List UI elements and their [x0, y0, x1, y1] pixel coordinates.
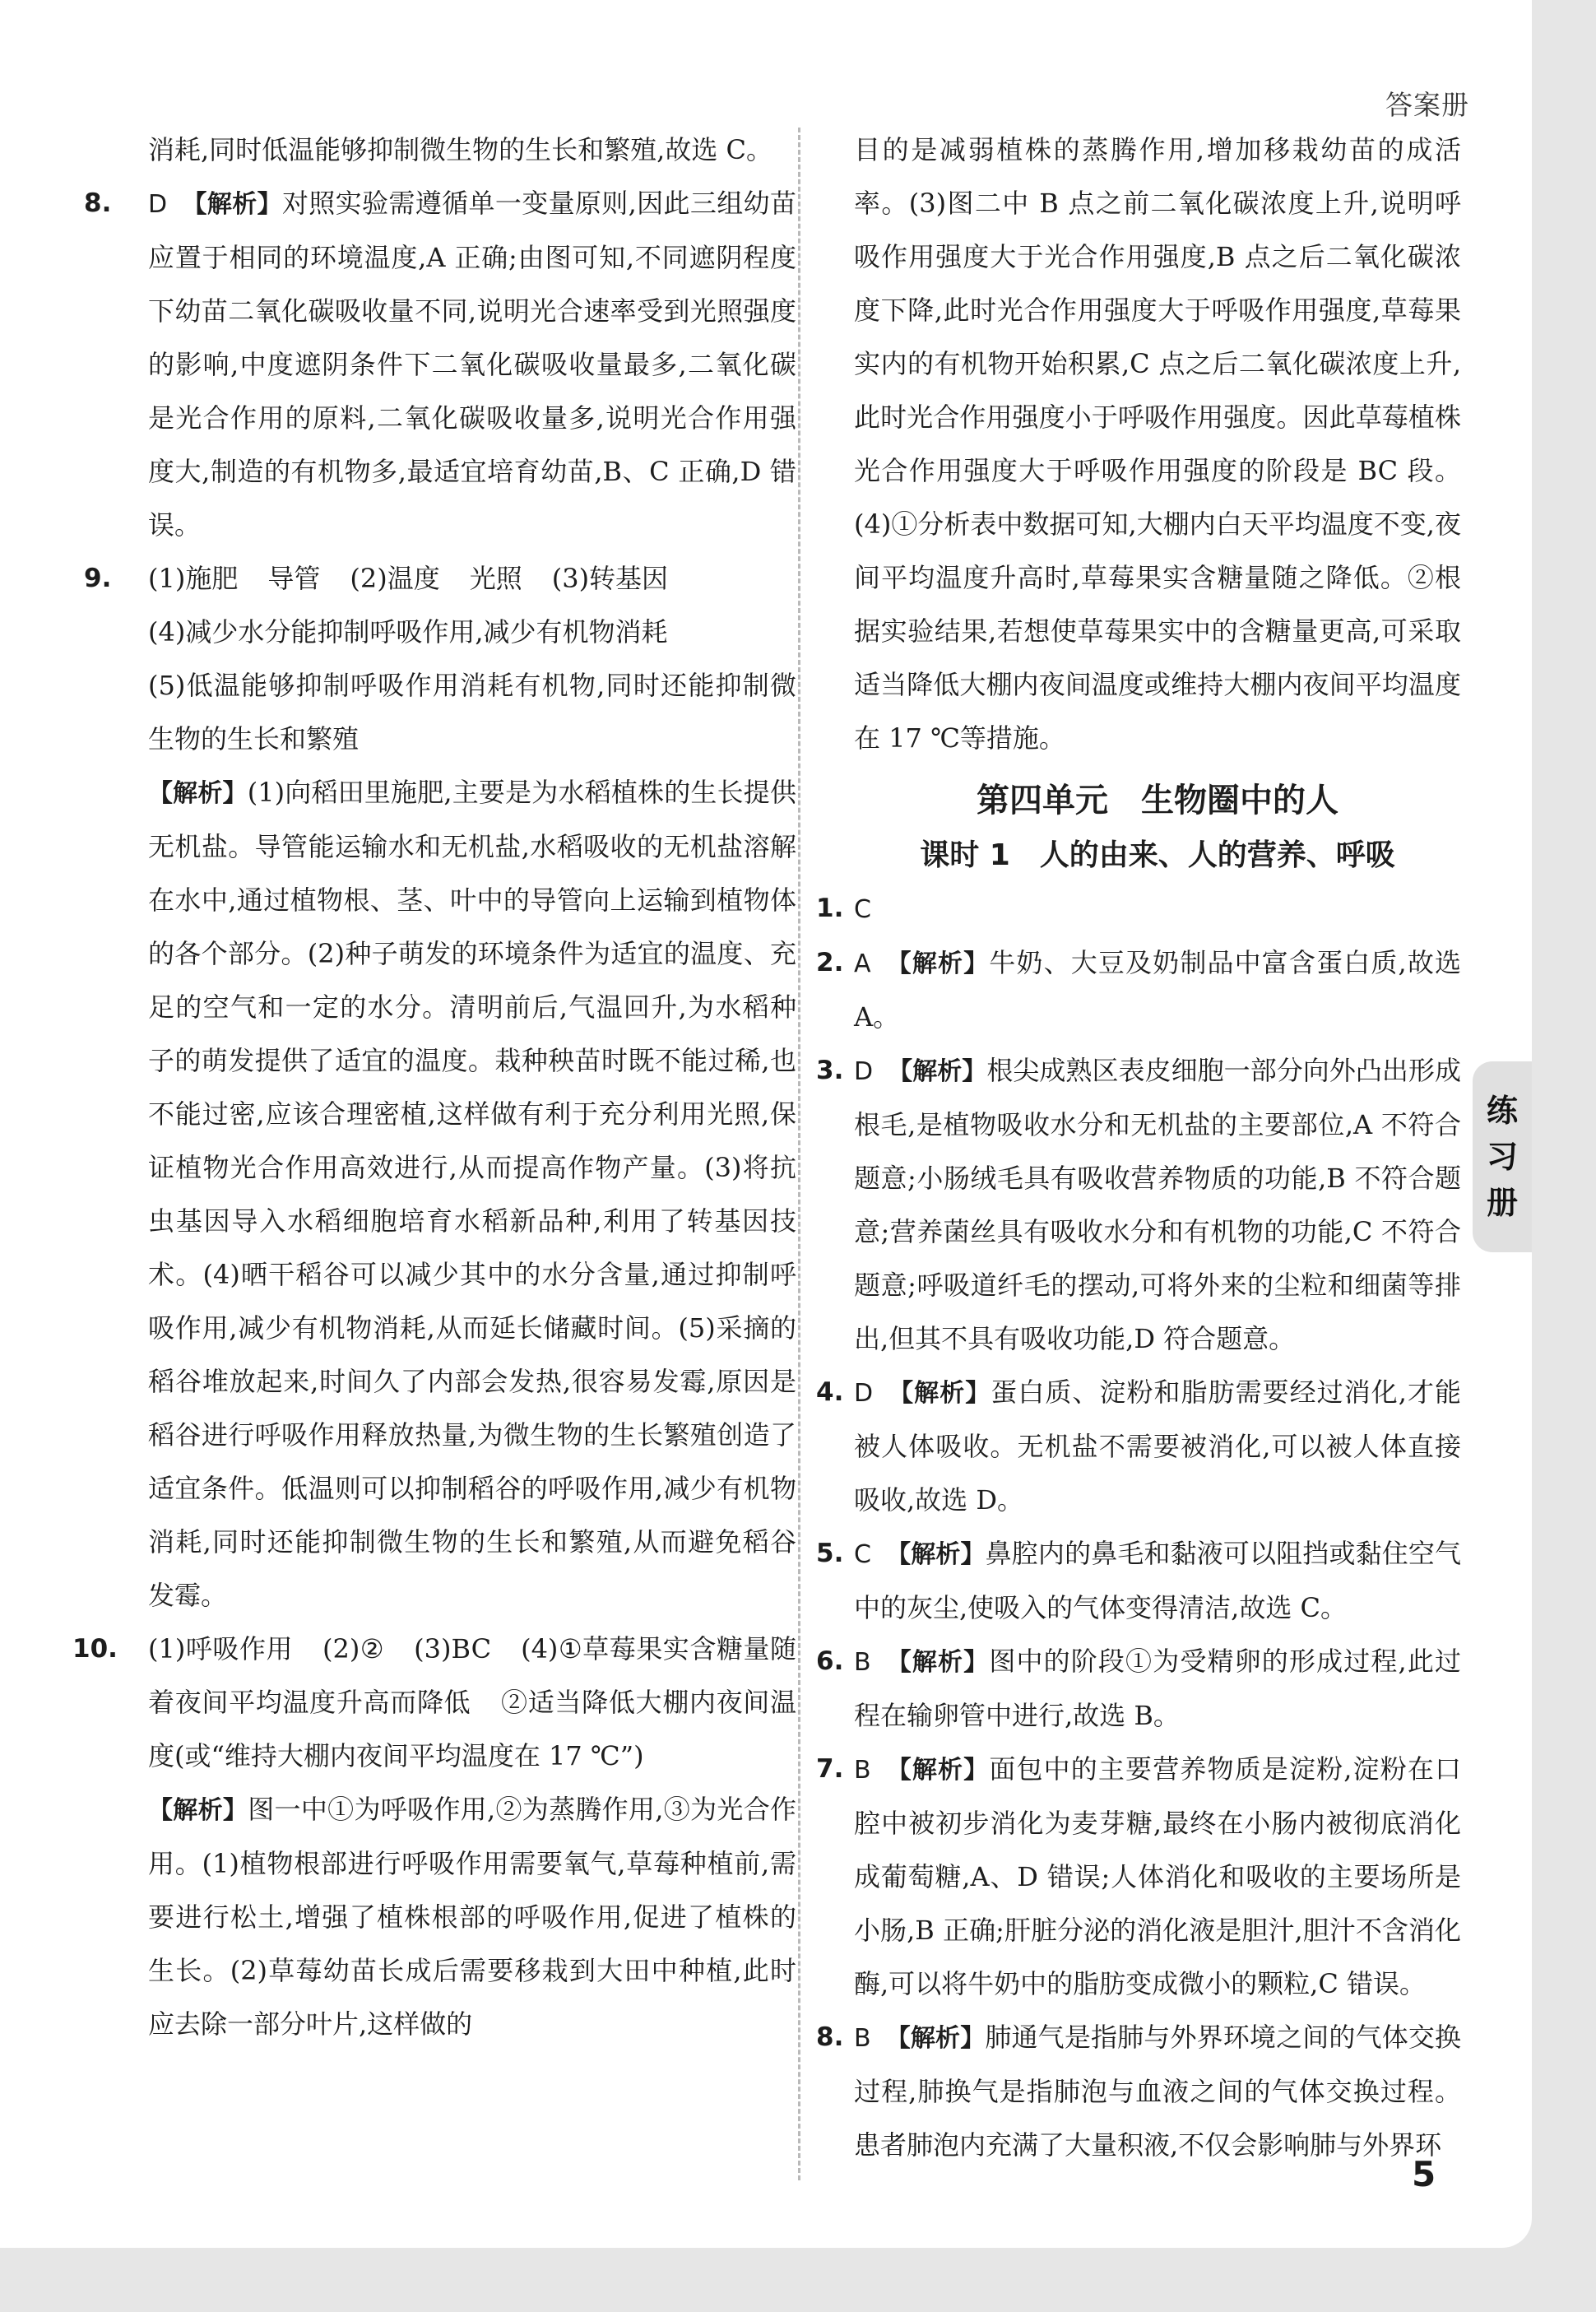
- q3-analysis: 根尖成熟区表皮细胞一部分向外凸出形成根毛,是植物吸收水分和无机盐的主要部位,A 不符合题意;小肠绒毛具有吸收营养物质的功能,B 不符合题意;营养菌丝具有吸收水分和有机物的功能,C 不符合题意;呼吸道纤毛的摆动,可将外来的尘粒和细菌等排出,但其不具有吸收功能,D 符合题意。: [854, 1055, 1461, 1354]
- q5: [816, 1527, 1461, 1635]
- column-divider: [798, 128, 800, 2180]
- q5-analysis-tag: 【解析】: [885, 1540, 986, 1569]
- q2-analysis-tag: 【解析】: [885, 949, 990, 978]
- q6-analysis: 图中的阶段①为受精卵的形成过程,此过程在输卵管中进行,故选 B。: [854, 1646, 1461, 1731]
- lesson-title: 课时 1 人的由来、人的营养、呼吸: [920, 838, 1395, 872]
- q5-number: 5.: [816, 1539, 844, 1568]
- q10-a1: (1)呼吸作用: [148, 1633, 294, 1664]
- q1-number: 1.: [816, 894, 844, 923]
- q4-analysis-tag: 【解析】: [888, 1379, 991, 1408]
- left-column: [72, 123, 797, 2051]
- q9-analysis-tag: 【解析】: [148, 779, 248, 808]
- q9: [84, 552, 796, 1623]
- q10-a4: (4)①草莓果实含糖量随着夜间平均温度升高而降低: [148, 1633, 796, 1718]
- q2-answer: A: [854, 949, 871, 978]
- q6-number: 6.: [816, 1646, 844, 1676]
- q9-a5: (5)低温能够抑制呼吸作用消耗有机物,同时还能抑制微生物的生长和繁殖: [148, 670, 796, 754]
- q3: [816, 1044, 1461, 1366]
- q9-a1: (1)施肥: [148, 563, 239, 594]
- side-tab-char-2: 习: [1486, 1139, 1518, 1175]
- q9-a1b: 导管: [267, 563, 321, 594]
- q8-right-number: 8.: [816, 2022, 844, 2052]
- q8-right-answer: B: [854, 2024, 871, 2053]
- q1-answer: C: [854, 895, 871, 924]
- q9-a4: (4)减少水分能抑制呼吸作用,减少有机物消耗: [148, 616, 668, 648]
- q7: [816, 1743, 1461, 2011]
- q2-analysis: 牛奶、大豆及奶制品中富含蛋白质,故选 A。: [854, 947, 1461, 1033]
- q8-right-analysis-tag: 【解析】: [885, 2024, 986, 2053]
- q6-analysis-tag: 【解析】: [885, 1648, 990, 1677]
- q7-continuation-text: 消耗,同时低温能够抑制微生物的生长和繁殖,故选 C。: [148, 134, 773, 165]
- q5-answer: C: [854, 1540, 871, 1569]
- q8-left-analysis: 对照实验需遵循单一变量原则,因此三组幼苗应置于相同的环境温度,A 正确;由图可知,不同遮阴程度下幼苗二氧化碳吸收量不同,说明光合速率受到光照强度的影响,中度遮阴条件下二氧化碳吸收量最多,二氧化碳是光合作用的原料,二氧化碳吸收量多,说明光合作用强度大,制造的有机物多,最适宜培育幼苗,B、C 正确,D 错误。: [148, 188, 797, 541]
- q10-a3: (3)BC: [414, 1633, 492, 1664]
- q8-left-answer: D: [148, 190, 168, 219]
- q6-answer: B: [854, 1648, 871, 1677]
- page-number: 5: [1412, 2154, 1436, 2194]
- q9-a2: (2)温度: [350, 563, 440, 594]
- q9-a2b: 光照: [469, 563, 522, 594]
- q5-analysis: 鼻腔内的鼻毛和黏液可以阻挡或黏住空气中的灰尘,使吸入的气体变得清洁,故选 C。: [854, 1538, 1461, 1623]
- q9-number: 9.: [84, 564, 112, 593]
- q4-number: 4.: [816, 1377, 844, 1407]
- q8-right-analysis: 肺通气是指肺与外界环境之间的气体交换过程,肺换气是指肺泡与血液之间的气体交换过程。患者肺泡内充满了大量积液,不仅会影响肺与外界环: [854, 2022, 1461, 2161]
- q4-answer: D: [854, 1379, 874, 1408]
- q2-number: 2.: [816, 948, 844, 977]
- q2: [816, 936, 1461, 1044]
- q8-right: [816, 2011, 1461, 2172]
- q4: [816, 1366, 1461, 1527]
- q4-analysis: 蛋白质、淀粉和脂肪需要经过消化,才能被人体吸收。无机盐不需要被消化,可以被人体直接吸收,故选 D。: [854, 1377, 1461, 1516]
- q7-analysis-tag: 【解析】: [885, 1756, 990, 1785]
- q10-continuation-text: 目的是减弱植株的蒸腾作用,增加移栽幼苗的成活率。(3)图二中 B 点之前二氧化碳浓度上升,说明呼吸作用强度大于光合作用强度,B 点之后二氧化碳浓度下降,此时光合作用强度大于呼吸作用强度,草莓果实内的有机物开始积累,C 点之后二氧化碳浓度上升,此时光合作用强度小于呼吸作用强度。因此草莓植株光合作用强度大于呼吸作用强度的阶段是 BC 段。(4)①分析表中数据可知,大棚内白天平均温度不变,夜间平均温度升高时,草莓果实含糖量随之降低。②根据实验结果,若想使草莓果实中的含糖量更高,可采取适当降低大棚内夜间温度或维持大棚内夜间平均温度在 17 ℃等措施。: [854, 134, 1461, 754]
- unit-title: 第四单元 生物圈中的人: [977, 782, 1339, 819]
- q1: [816, 882, 1461, 936]
- q9-analysis: (1)向稻田里施肥,主要是为水稻植株的生长提供无机盐。导管能运输水和无机盐,水稻吸收的无机盐溶解在水中,通过植物根、茎、叶中的导管向上运输到植物体的各个部分。(2)种子萌发的环境条件为适宜的温度、充足的空气和一定的水分。清明前后,气温回升,为水稻种子的萌发提供了适宜的温度。栽种秧苗时既不能过稀,也不能过密,应该合理密植,这样做有利于充分利用光照,保证植物光合作用高效进行,从而提高作物产量。(3)将抗虫基因导入水稻细胞培育水稻新品种,利用了转基因技术。(4)晒干稻谷可以减少其中的水分含量,通过抑制呼吸作用,减少有机物消耗,从而延长储藏时间。(5)采摘的稻谷堆放起来,时间久了内部会发热,很容易发霉,原因是稻谷进行呼吸作用释放热量,为微生物的生长繁殖创造了适宜条件。低温则可以抑制稻谷的呼吸作用,减少有机物消耗,同时还能抑制微生物的生长和繁殖,从而避免稻谷发霉。: [148, 777, 796, 1611]
- q7-analysis: 面包中的主要营养物质是淀粉,淀粉在口腔中被初步消化为麦芽糖,最终在小肠内被彻底消化成葡萄糖,A、D 错误;人体消化和吸收的主要场所是小肠,B 正确;肝脏分泌的消化液是胆汁,胆汁不含消化酶,可以将牛奶中的脂肪变成微小的颗粒,C 错误。: [854, 1753, 1461, 1999]
- q6: [816, 1635, 1461, 1743]
- q3-answer: D: [854, 1057, 874, 1086]
- side-tab-char-3: 册: [1486, 1185, 1518, 1221]
- section-side-tab: [1473, 1061, 1532, 1252]
- q8-left-number: 8.: [84, 188, 112, 218]
- q7-answer: B: [854, 1756, 871, 1785]
- q7-number: 7.: [816, 1754, 844, 1784]
- q10-analysis-tag: 【解析】: [148, 1796, 248, 1825]
- page-header: 答案册: [1385, 89, 1469, 121]
- q9-a3: (3)转基因: [551, 563, 669, 594]
- side-tab-char-1: 练: [1486, 1093, 1518, 1129]
- q10-analysis: 图一中①为呼吸作用,②为蒸腾作用,③为光合作用。(1)植物根部进行呼吸作用需要氧气,草莓种植前,需要进行松土,增强了植株根部的呼吸作用,促进了植株的生长。(2)草莓幼苗长成后需要移栽到大田中种植,此时应去除一部分叶片,这样做的: [148, 1794, 796, 2040]
- q10-a2: (2)②: [322, 1633, 385, 1664]
- q3-analysis-tag: 【解析】: [888, 1057, 987, 1086]
- q10-continuation: [854, 123, 1461, 765]
- right-column: [816, 123, 1461, 2172]
- q3-number: 3.: [816, 1056, 844, 1085]
- q10-a4b: ②适当降低大棚内夜间温度(或“维持大棚内夜间平均温度在 17 ℃”): [148, 1687, 796, 1771]
- q10: [72, 1623, 796, 2051]
- q8-left: [84, 177, 797, 552]
- q10-number: 10.: [72, 1634, 118, 1664]
- q8-left-analysis-tag: 【解析】: [182, 190, 282, 219]
- q7-continuation: [148, 123, 796, 177]
